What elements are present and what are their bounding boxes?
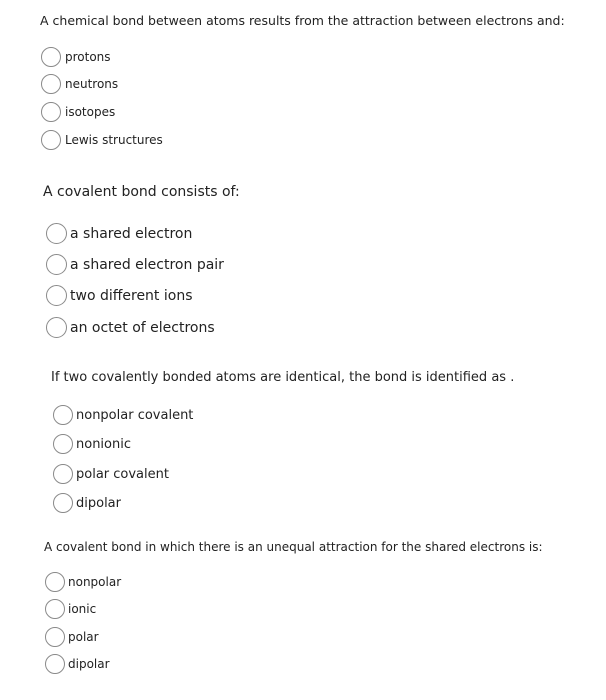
radio-button[interactable] (53, 493, 73, 513)
question-4-option-nonpolar[interactable] (45, 572, 121, 592)
question-1-option-neutrons[interactable] (41, 74, 118, 94)
question-2-prompt: A covalent bond consists of: (43, 184, 240, 200)
option-label: isotopes (65, 105, 116, 119)
question-1-prompt: A chemical bond between atoms results from the attraction between electrons and: (40, 13, 565, 28)
radio-button[interactable] (45, 599, 65, 619)
option-label: nonionic (76, 436, 131, 452)
question-3-option-nonionic[interactable] (53, 434, 131, 454)
radio-button[interactable] (46, 285, 67, 306)
question-2-option-octet-of-electrons[interactable] (46, 317, 215, 338)
radio-button[interactable] (41, 47, 61, 67)
option-label: a shared electron pair (70, 256, 224, 273)
question-1-option-protons[interactable] (41, 47, 111, 67)
radio-button[interactable] (53, 434, 73, 454)
question-1-option-lewis-structures[interactable] (41, 130, 163, 150)
radio-button[interactable] (53, 464, 73, 484)
option-label: neutrons (65, 77, 119, 91)
option-label: polar (68, 630, 99, 644)
radio-button[interactable] (45, 572, 65, 592)
question-3-option-polar-covalent[interactable] (53, 464, 169, 484)
option-label: ionic (68, 602, 97, 616)
radio-button[interactable] (46, 223, 67, 244)
question-2-option-two-different-ions[interactable] (46, 285, 193, 306)
question-2-option-shared-electron[interactable] (46, 223, 192, 244)
question-4-option-ionic[interactable] (45, 599, 96, 619)
option-label: two different ions (70, 287, 193, 304)
option-label: Lewis structures (65, 133, 163, 147)
option-label: polar covalent (76, 466, 169, 482)
question-4-prompt: A covalent bond in which there is an unequal attraction for the shared electrons is: (44, 540, 543, 554)
question-2-option-shared-electron-pair[interactable] (46, 254, 224, 275)
question-3-prompt: If two covalently bonded atoms are identical, the bond is identified as . (51, 370, 515, 385)
question-4-option-polar[interactable] (45, 627, 99, 647)
option-label: nonpolar (68, 575, 122, 589)
question-3-option-nonpolar-covalent[interactable] (53, 405, 193, 425)
option-label: dipolar (68, 657, 110, 671)
radio-button[interactable] (45, 654, 65, 674)
radio-button[interactable] (41, 102, 61, 122)
option-label: a shared electron (70, 225, 193, 242)
option-label: nonpolar covalent (76, 407, 194, 423)
question-3-option-dipolar[interactable] (53, 493, 121, 513)
radio-button[interactable] (41, 74, 61, 94)
option-label: an octet of electrons (70, 319, 215, 336)
question-4-option-dipolar[interactable] (45, 654, 110, 674)
radio-button[interactable] (45, 627, 65, 647)
radio-button[interactable] (53, 405, 73, 425)
radio-button[interactable] (46, 254, 67, 275)
question-1-option-isotopes[interactable] (41, 102, 115, 122)
radio-button[interactable] (41, 130, 61, 150)
radio-button[interactable] (46, 317, 67, 338)
option-label: protons (65, 50, 111, 64)
option-label: dipolar (76, 495, 121, 511)
